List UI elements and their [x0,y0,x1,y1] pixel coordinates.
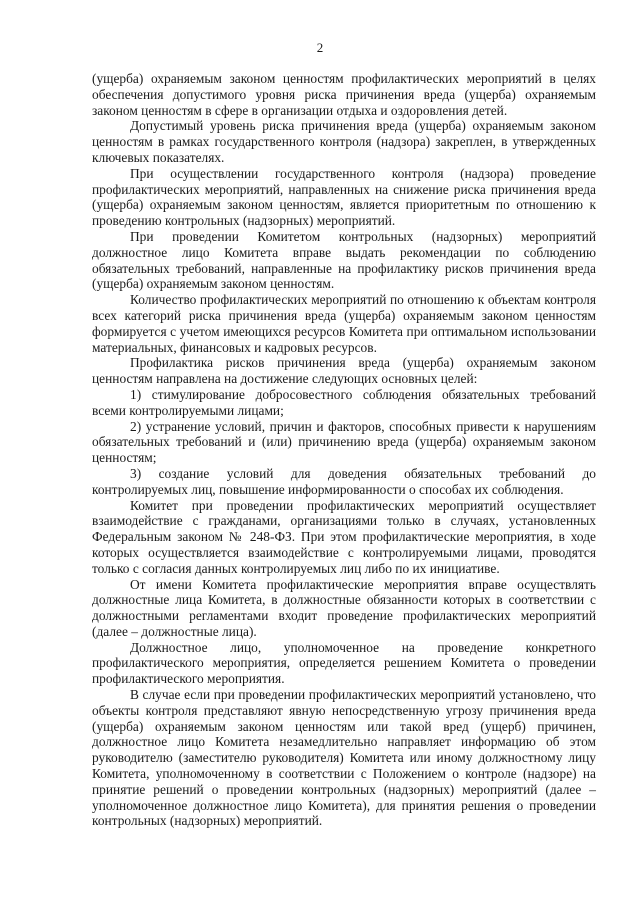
paragraph-6: Профилактика рисков причинения вреда (ущерба) охраняемым законом ценностям направлена на достижение следующих основных целей: [92,355,596,387]
paragraph-4: При проведении Комитетом контрольных (надзорных) мероприятий должностное лицо Комитета вправе выдать рекомендации по соблюдению обязательных требований, направленные на профилактику рисков причинения вреда (ущерба) охраняемым законом ценностям. [92,228,596,292]
page-number: 2 [316,40,324,55]
paragraph-9: Должностное лицо, уполномоченное на проведение конкретного профилактического мероприятия, определяется решением Комитета о проведении профилактического мероприятия. [92,639,596,687]
list-item-3: 3) создание условий для доведения обязательных требований до контролируемых лиц, повышение информированности о способах их соблюдения. [92,465,596,497]
paragraph-7: Комитет при проведении профилактических мероприятий осуществляет взаимодействие с гражданами, организациями только в случаях, установленных Федеральным законом № 248-ФЗ. При этом профилактические мероприятия, в ходе которых осуществляется взаимодействие с контролируемыми лицами, проводятся только с согласия данных контролируемых лиц либо по их инициативе. [92,497,596,576]
list-item-1: 1) стимулирование добросовестного соблюдения обязательных требований всеми контролируемыми лицами; [92,386,596,418]
paragraph-2: Допустимый уровень риска причинения вреда (ущерба) охраняемым законом ценностям в рамках государственного контроля (надзора) закреплен, в утвержденных ключевых показателях. [92,118,596,165]
paragraph-10: В случае если при проведении профилактических мероприятий установлено, что объекты контроля представляют явную непосредственную угрозу причинения вреда (ущерба) охраняемым законом ценностям или такой вред (ущерб) причинен, должностное лицо Комитета незамедлительно направляет информацию об этом руководителю (заместителю руководителя) Комитета или иному должностному лицу Комитета, уполномоченному в соответствии с Положением о контроле (надзоре) на принятие решений о проведении контрольных (надзорных) мероприятий (далее – уполномоченное должностное лицо Комитета), для принятия решения о проведении контрольных (надзорных) мероприятий. [92,687,596,829]
document-body [92,71,596,829]
paragraph-8: От имени Комитета профилактические мероприятия вправе осуществлять должностные лица Комитета, в должностные обязанности которых в соответствии с должностными регламентами входит проведение профилактических мероприятий (далее – должностные лица). [92,576,596,639]
paragraph-5: Количество профилактических мероприятий по отношению к объектам контроля всех категорий риска причинения вреда (ущерба) охраняемым законом ценностям формируется с учетом имеющихся ресурсов Комитета при оптимальном использовании материальных, финансовых и кадровых ресурсов. [92,292,596,355]
paragraph-3: При осуществлении государственного контроля (надзора) проведение профилактических мероприятий, направленных на снижение риска причинения вреда (ущерба) охраняемым законом ценностям, является приоритетным по отношению к проведению контрольных (надзорных) мероприятий. [92,165,596,229]
paragraph-1: (ущерба) охраняемым законом ценностям профилактических мероприятий в целях обеспечения допустимого уровня риска причинения вреда (ущерба) охраняемым законом ценностям в сфере в организации отдыха и оздоровления детей. [92,71,596,118]
list-item-2: 2) устранение условий, причин и факторов, способных привести к нарушениям обязательных требований и (или) причинению вреда (ущерба) охраняемым законом ценностям; [92,418,596,466]
